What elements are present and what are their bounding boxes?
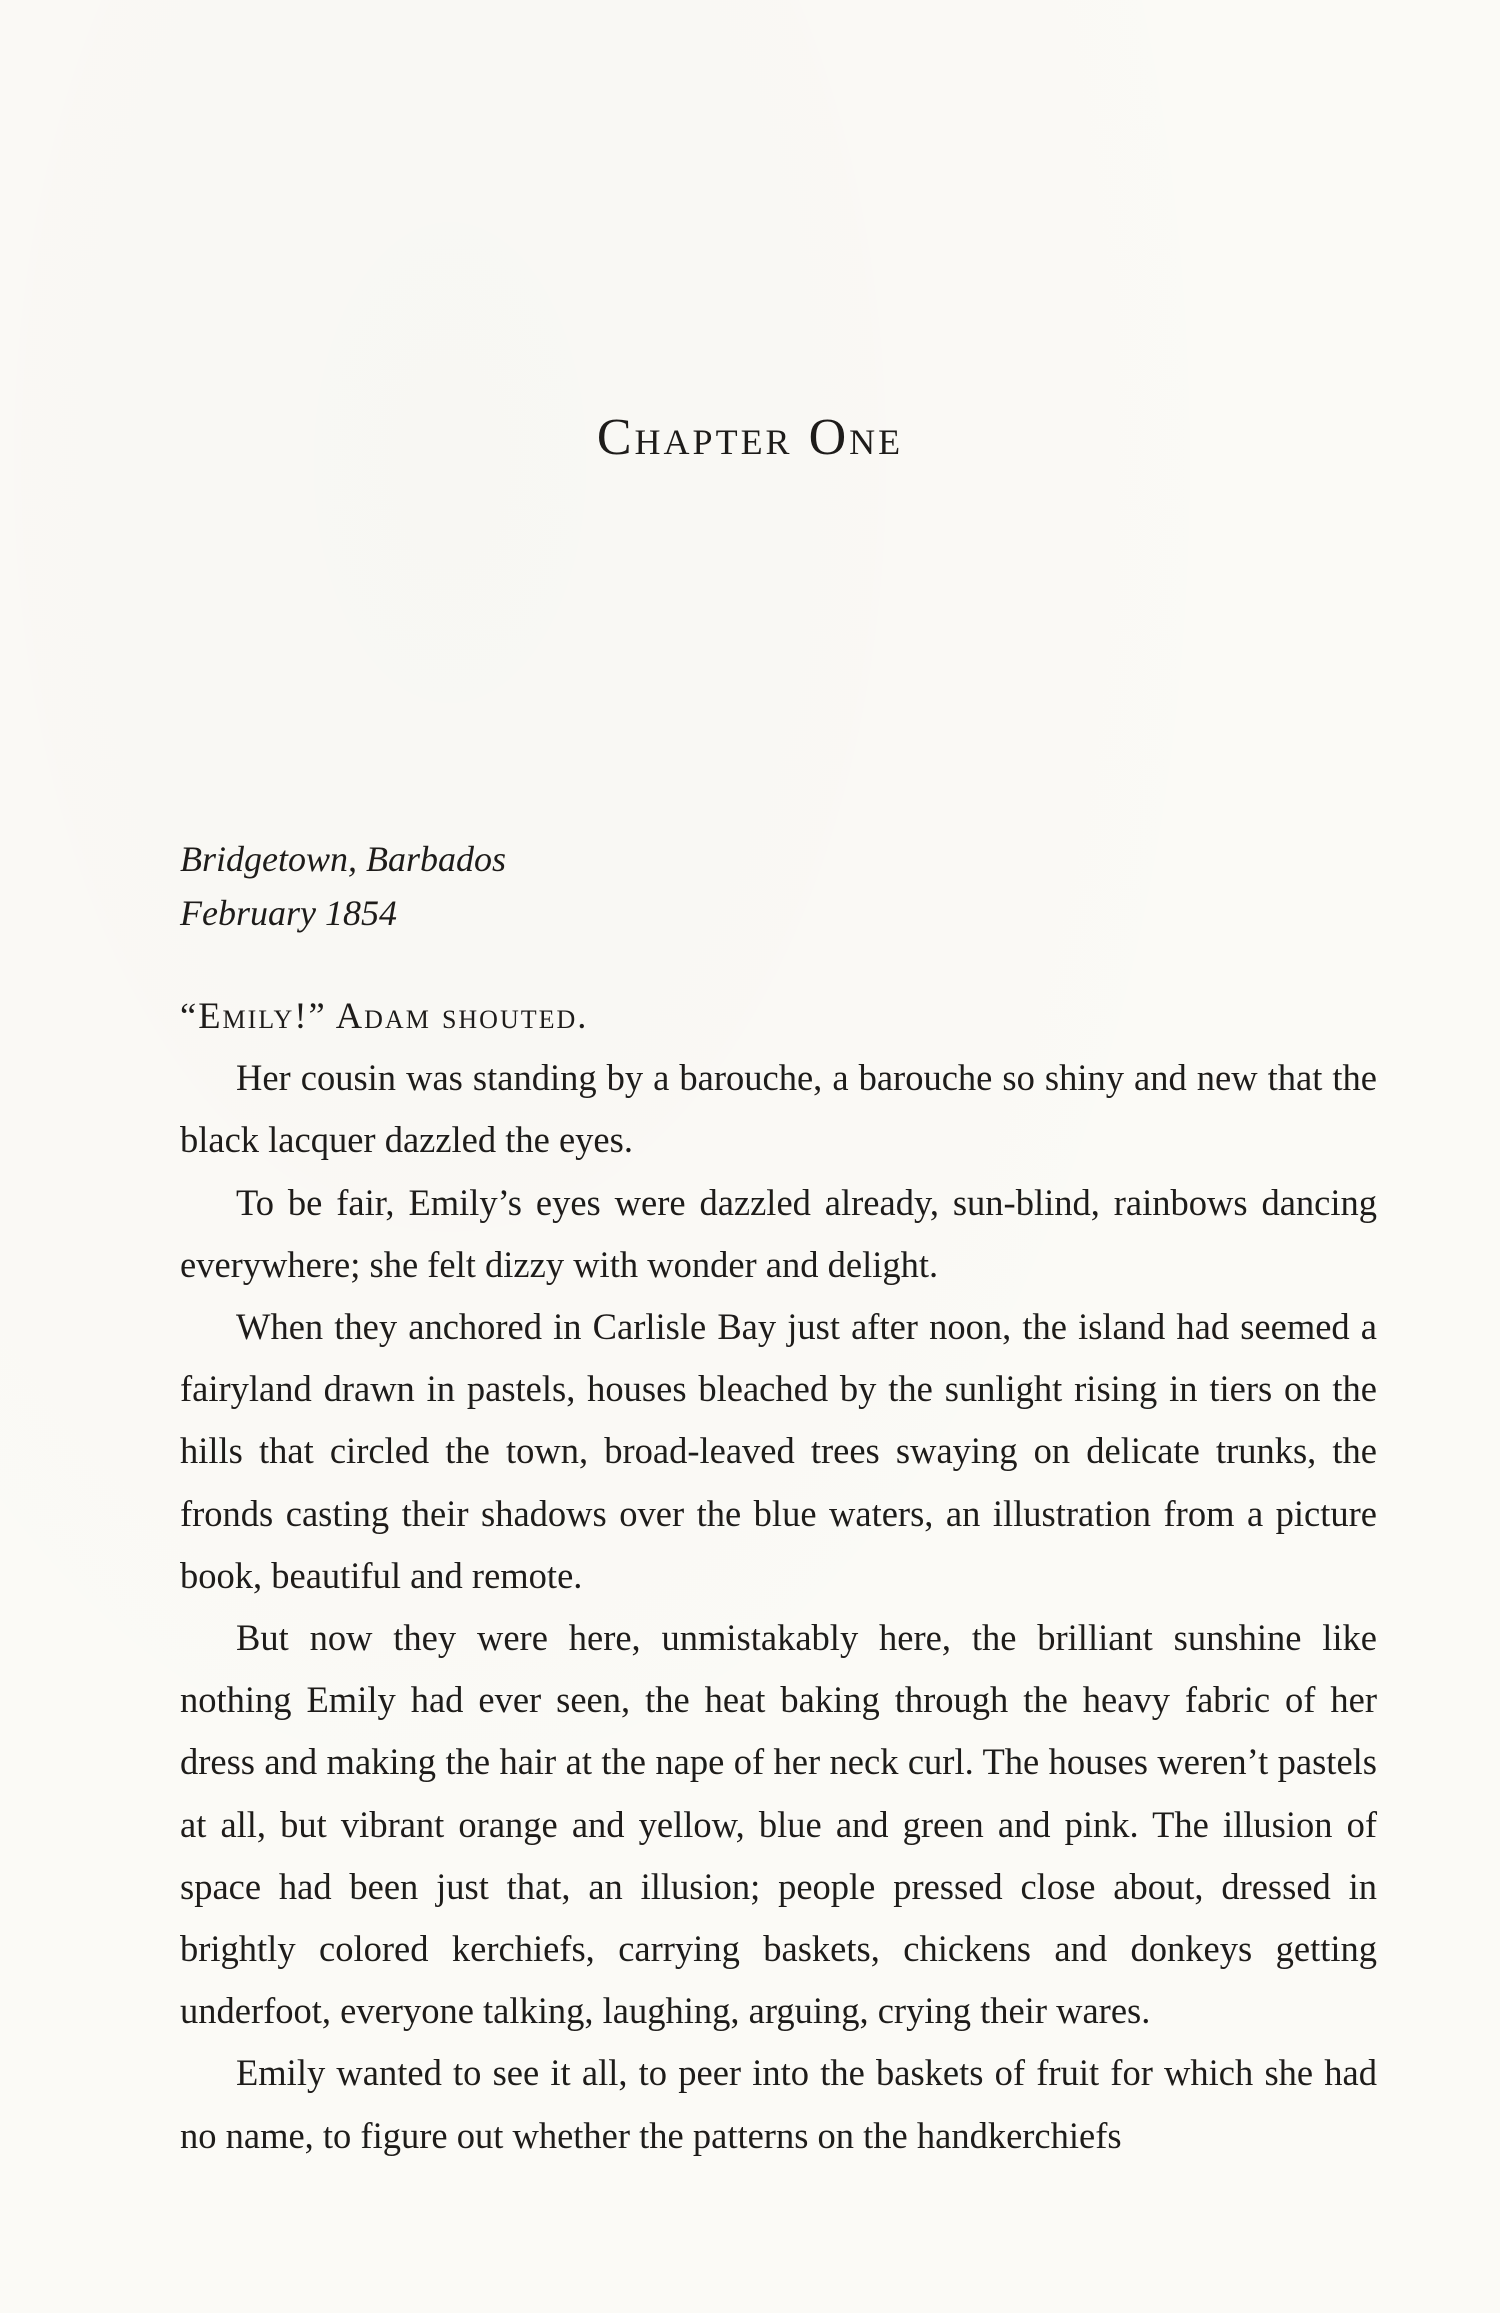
chapter-title: Chapter One: [596, 409, 904, 466]
opening-line-text: “Emily!” Adam shouted.: [180, 995, 589, 1036]
dateline: [180, 832, 506, 940]
body-text: [180, 985, 1377, 2167]
paragraph-4: But now they were here, unmistakably here, the brilliant sunshine like nothing Emily had ever seen, the heat baking through the heavy fabric of her dress and making the hair at the nape of her neck curl. The houses weren’t pastels at all, but vibrant orange and yellow, blue and green and pink. The illusion of space had been just that, an illusion; people pressed close about, dressed in brightly colored kerchiefs, carrying baskets, chickens and donkeys getting underfoot, everyone talking, laughing, arguing, crying their wares.: [180, 1617, 1377, 2032]
opening-line: [180, 985, 1377, 1047]
paragraph-5: Emily wanted to see it all, to peer into the baskets of fruit for which she had no name, to figure out whether the patterns on the handkerchiefs: [180, 2052, 1377, 2156]
paragraph-3: When they anchored in Carlisle Bay just after noon, the island had seemed a fairyland drawn in pastels, houses bleached by the sunlight rising in tiers on the hills that circled the town, broad-leaved trees swaying on delicate trunks, the fronds casting their shadows over the blue waters, an illustration from a picture book, beautiful and remote.: [180, 1306, 1377, 1596]
dateline-place: Bridgetown, Barbados: [180, 839, 507, 879]
paragraph-2: To be fair, Emily’s eyes were dazzled already, sun-blind, rainbows dancing everywhere; she felt dizzy with wonder and delight.: [180, 1181, 1377, 1285]
dateline-date: February 1854: [180, 893, 397, 933]
paragraph-1: Her cousin was standing by a barouche, a barouche so shiny and new that the black lacquer dazzled the eyes.: [180, 1057, 1377, 1161]
